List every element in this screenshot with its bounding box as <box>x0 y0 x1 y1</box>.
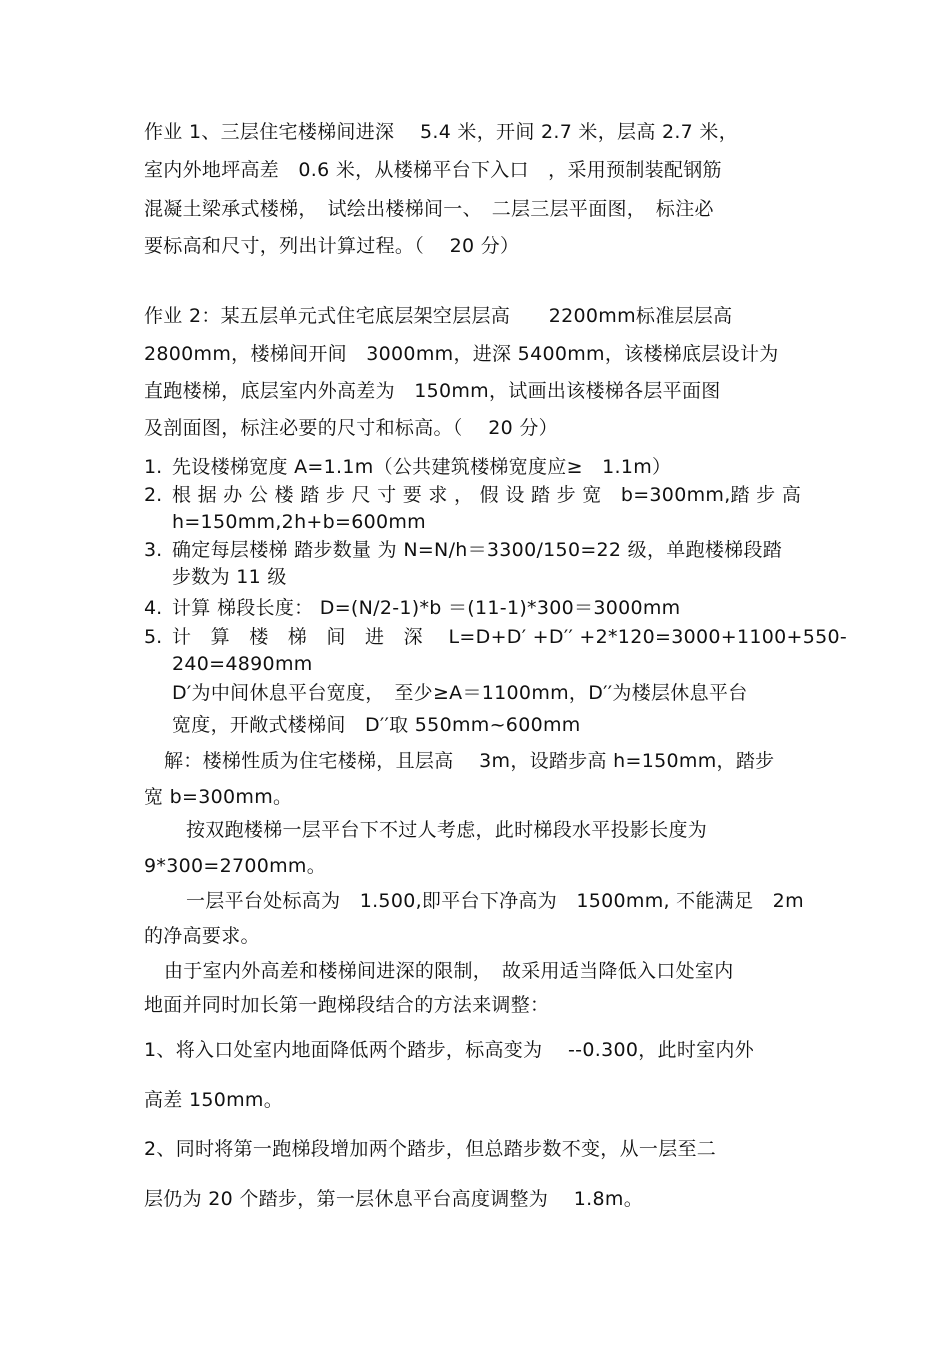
solution-line-5: 一层平台处标高为 1.500,即平台下净高为 1500mm, 不能满足 2m <box>186 890 804 912</box>
hw2-line-1: 作业 2：某五层单元式住宅底层架空层层高 2200mm标准层层高 <box>144 305 733 327</box>
step-4-text: 计算 梯段长度： D=(N/2-1)*b ＝(11-1)*300＝3000mm <box>172 597 681 619</box>
step-4-number: 4. <box>144 597 163 619</box>
hw1-line-1: 作业 1、三层住宅楼梯间进深 5.4 米，开间 2.7 米，层高 2.7 米， <box>144 121 739 143</box>
step-5-text-cont: 240=4890mm <box>172 653 313 675</box>
step-3-number: 3. <box>144 539 163 561</box>
note-line-1: D′为中间休息平台宽度， 至少≥A＝1100mm，D′′为楼层休息平台 <box>172 682 748 704</box>
solution-line-7: 由于室内外高差和楼梯间进深的限制， 故采用适当降低入口处室内 <box>164 960 734 982</box>
step-5-text: 计 算 楼 梯 间 进 深 L=D+D′ +D′′ +2*120=3000+1100+550- <box>172 626 848 648</box>
solution-line-2: 宽 b=300mm。 <box>144 786 293 808</box>
note-line-2: 宽度，开敞式楼梯间 D′′取 550mm~600mm <box>172 714 581 736</box>
solution-line-9: 1、将入口处室内地面降低两个踏步，标高变为 --0.300，此时室内外 <box>144 1039 755 1061</box>
hw1-line-3: 混凝土梁承式楼梯， 试绘出楼梯间一、 二层三层平面图， 标注必 <box>144 198 714 220</box>
hw2-line-2: 2800mm，楼梯间开间 3000mm，进深 5400mm，该楼梯底层设计为 <box>144 343 779 365</box>
solution-line-8: 地面并同时加长第一跑梯段结合的方法来调整： <box>144 994 550 1016</box>
step-1-text: 先设楼梯宽度 A=1.1m（公共建筑楼梯宽度应≥ 1.1m） <box>172 456 672 478</box>
step-3-text: 确定每层楼梯 踏步数量 为 N=N/h＝3300/150=22 级，单跑楼梯段踏 <box>172 539 783 561</box>
hw2-line-3: 直跑楼梯，底层室内外高差为 150mm，试画出该楼梯各层平面图 <box>144 380 721 402</box>
solution-line-12: 层仍为 20 个踏步，第一层休息平台高度调整为 1.8m。 <box>144 1188 644 1210</box>
solution-line-3: 按双跑楼梯一层平台下不过人考虑，此时梯段水平投影长度为 <box>186 819 708 841</box>
step-5-number: 5. <box>144 626 163 648</box>
hw1-line-4: 要标高和尺寸，列出计算过程。（ 20 分） <box>144 235 520 257</box>
solution-line-11: 2、同时将第一跑梯段增加两个踏步，但总踏步数不变，从一层至二 <box>144 1138 717 1160</box>
step-1-number: 1. <box>144 456 163 478</box>
solution-line-10: 高差 150mm。 <box>144 1089 284 1111</box>
hw2-line-4: 及剖面图，标注必要的尺寸和标高。（ 20 分） <box>144 417 558 439</box>
solution-line-6: 的净高要求。 <box>144 925 260 947</box>
hw1-line-2: 室内外地坪高差 0.6 米，从楼梯平台下入口 ，采用预制装配钢筋 <box>144 159 722 181</box>
solution-line-1: 解：楼梯性质为住宅楼梯，且层高 3m，设踏步高 h=150mm，踏步 <box>164 750 775 772</box>
step-3-text-cont: 步数为 11 级 <box>172 566 287 588</box>
step-2-number: 2. <box>144 484 163 506</box>
solution-line-4: 9*300=2700mm。 <box>144 855 327 877</box>
step-2-text: 根 据 办 公 楼 踏 步 尺 寸 要 求 ， 假 设 踏 步 宽 b=300mm,踏 步 高 <box>172 484 802 506</box>
step-2-text-cont: h=150mm,2h+b=600mm <box>172 511 426 533</box>
